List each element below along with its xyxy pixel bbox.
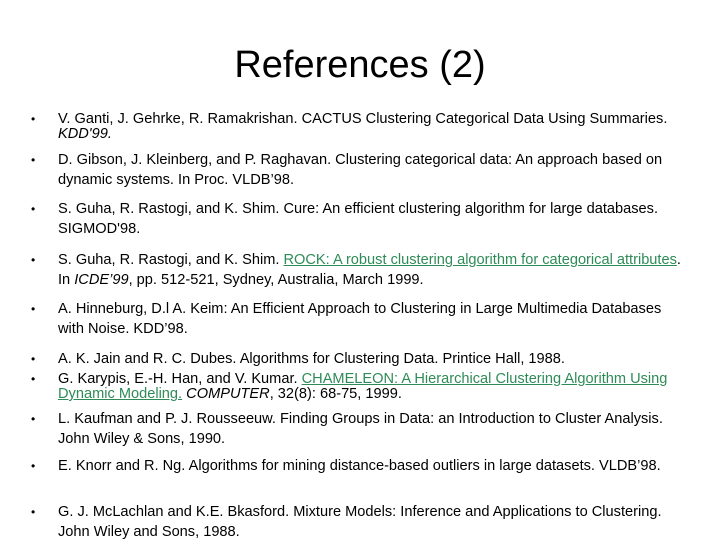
reference-segment: , pp. 512-521, Sydney, Australia, March 1999. [128, 272, 424, 288]
bullet-icon: • [31, 372, 36, 386]
reference-text [58, 409, 690, 449]
reference-text [58, 250, 690, 290]
reference-segment: D. Gibson, J. Kleinberg, and P. Raghavan. Clustering categorical data: An approach based on dynamic systems. In Proc. VLDB’98. [58, 152, 663, 188]
reference-text [58, 502, 690, 542]
bullet-icon: • [31, 459, 36, 473]
reference-segment: G. J. McLachlan and K.E. Bkasford. Mixture Models: Inference and Applications to Clustering. John Wiley and Sons, 1988. [58, 504, 662, 540]
reference-text [58, 299, 690, 339]
reference-segment: L. Kaufman and P. J. Rousseeuw. Finding Groups in Data: an Introduction to Cluster Analysis. John Wiley & Sons, 1990. [58, 411, 663, 447]
slide-title: References (2) [234, 44, 486, 86]
reference-segment: A. K. Jain and R. C. Dubes. Algorithms for Clustering Data. Printice Hall, 1988. [58, 351, 565, 367]
reference-italic: KDD'99. [58, 126, 112, 142]
reference-segment: V. Ganti, J. Gehrke, R. Ramakrishan. CACTUS Clustering Categorical Data Using Summaries. [58, 111, 668, 127]
reference-text [58, 349, 690, 369]
reference-segment: S. Guha, R. Rastogi, and K. Shim. [58, 252, 284, 268]
bullet-icon: • [31, 302, 36, 316]
reference-italic: COMPUTER [186, 386, 270, 402]
reference-text [58, 456, 690, 476]
reference-segment: E. Knorr and R. Ng. Algorithms for mining distance-based outliers in large datasets. VLDB’98. [58, 458, 661, 474]
reference-text [58, 199, 690, 239]
reference-text [58, 112, 690, 142]
bullet-icon: • [31, 202, 36, 216]
bullet-icon: • [31, 412, 36, 426]
reference-link[interactable]: ROCK: A robust clustering algorithm for categorical attributes [283, 252, 677, 268]
reference-segment: , 32(8): 68-75, 1999. [269, 386, 402, 402]
reference-italic: ICDE’99 [74, 272, 129, 288]
bullet-icon: • [31, 505, 36, 519]
reference-text [58, 150, 690, 190]
reference-segment: G. Karypis, E.-H. Han, and V. Kumar. [58, 371, 302, 387]
bullet-icon: • [31, 352, 36, 366]
bullet-icon: • [31, 112, 36, 126]
reference-segment: A. Hinneburg, D.l A. Keim: An Efficient Approach to Clustering in Large Multimedia Databases with Noise. KDD’98. [58, 301, 662, 337]
reference-segment: . In [58, 252, 681, 288]
bullet-icon: • [31, 153, 36, 167]
reference-text [58, 372, 690, 402]
bullet-icon: • [31, 253, 36, 267]
reference-link[interactable]: CHAMELEON: A Hierarchical Clustering Algorithm Using Dynamic Modeling. [58, 371, 668, 402]
reference-segment: S. Guha, R. Rastogi, and K. Shim. Cure: An efficient clustering algorithm for large databases. SIGMOD'98. [58, 201, 659, 237]
